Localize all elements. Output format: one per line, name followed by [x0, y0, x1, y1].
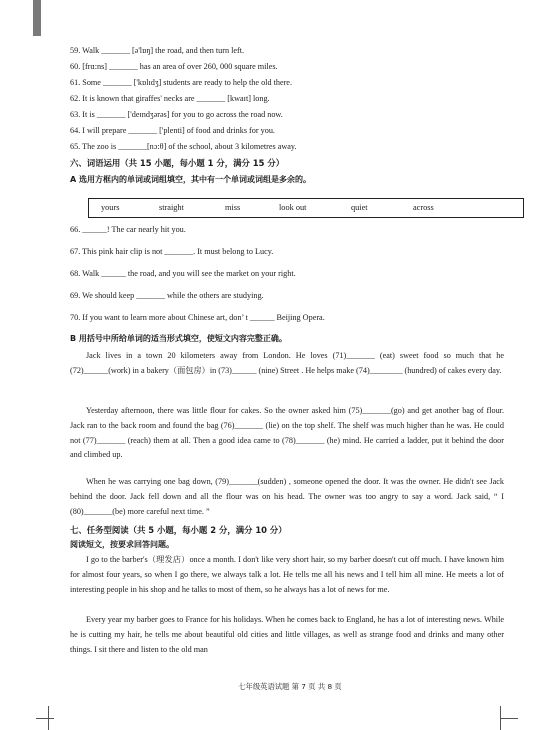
question-60: 60. [frɑ:ns] _______ has an area of over 260, 000 square miles.: [70, 62, 278, 71]
crop-mark-right-v: [500, 706, 501, 730]
question-69: 69. We should keep _______ while the others are studying.: [70, 291, 264, 300]
binding-strip: [33, 0, 41, 36]
crop-mark-right-h: [500, 718, 518, 719]
word-box-item: look out: [279, 203, 307, 212]
section-7-heading: 七、任务型阅读（共 5 小题，每小题 2 分，满分 10 分）: [70, 525, 287, 535]
question-59: 59. Walk _______ [ə'lɒŋ] the road, and then turn left.: [70, 46, 245, 55]
question-67: 67. This pink hair clip is not _______. It must belong to Lucy.: [70, 247, 274, 256]
question-63: 63. It is _______ ['deɪndʒərəs] for you to go across the road now.: [70, 110, 283, 119]
part-b-paragraph-3: [70, 475, 504, 519]
paragraph-text: Yesterday afternoon, there was little flour for cakes. So the owner asked him (75)_______(go) and get another bag of flour. Jack ran to the back room and found the bag (76)_______ (lie) on the top shelf. The shelf was much higher than he was. He could not (77)_______ (reach) them at all. Then a good idea came to (78)_______ (he) mind. He carried a ladder, put it behind the door and climbed up.: [70, 406, 504, 460]
question-65: 65. The zoo is _______[nɔ:θ] of the school, about 3 kilometres away.: [70, 142, 297, 151]
question-61: 61. Some _______ ['kɒlɪdʒ] students are ready to help the old there.: [70, 78, 292, 87]
part-b-paragraph-1: [70, 349, 504, 379]
question-70: 70. If you want to learn more about Chinese art, don’ t ______ Beijing Opera.: [70, 313, 325, 322]
question-64: 64. I will prepare _______ ['plenti] of food and drinks for you.: [70, 126, 275, 135]
paragraph-text: When he was carrying one bag down, (79)_______(sudden) , someone opened the door. It was the owner. He didn't see Jack behind the door. Jack fell down and all the flour was on his head. The owner was too angry to say a word. Jack said, “ I (80)_______(be) more careful next time. ”: [70, 477, 504, 516]
paragraph-text: Every year my barber goes to France for his holidays. When he comes back to England, he has a lot of interesting news. While he is cutting my hair, he tells me about beautiful old cities and little villages, as well as strange food and drinks and many other things. I sit there and listen to the old man: [70, 615, 504, 654]
word-box-item: miss: [225, 203, 241, 212]
word-box-item: across: [413, 203, 434, 212]
word-box-item: quiet: [351, 203, 368, 212]
reading-paragraph-2: [70, 613, 504, 657]
question-62: 62. It is known that giraffes' necks are _______ [kwaɪt] long.: [70, 94, 270, 103]
paragraph-text: Jack lives in a town 20 kilometers away from London. He loves (71)_______ (eat) sweet food so much that he (72)______(work) in a bakery（面包房）in (73)______ (nine) Street . He helps make (74)________ (hundred) of cakes every day.: [70, 351, 504, 375]
word-box-item: yours: [101, 203, 120, 212]
crop-mark-left-v: [48, 706, 49, 730]
question-66: 66. ______! The car nearly hit you.: [70, 225, 186, 234]
part-b-paragraph-2: [70, 404, 504, 463]
section-7-instruction: 阅读短文，按要求回答问题。: [70, 540, 174, 549]
question-68: 68. Walk ______ the road, and you will see the market on your right.: [70, 269, 296, 278]
part-a-instruction: A 选用方框内的单词或词组填空，其中有一个单词或词组是多余的。: [70, 175, 311, 184]
crop-mark-left-h: [36, 718, 54, 719]
part-b-instruction: B 用括号中所给单词的适当形式填空，使短文内容完整正确。: [70, 334, 287, 343]
word-box: [88, 198, 524, 218]
section-6-heading: 六、词语运用（共 15 小题，每小题 1 分，满分 15 分）: [70, 158, 285, 168]
reading-paragraph-1: [70, 553, 504, 597]
word-box-item: straight: [159, 203, 184, 212]
page-footer: 七年级英语试题 第 7 页 共 8 页: [238, 682, 342, 691]
paragraph-text: I go to the barber's（理发店）once a month. I don't like very short hair, so my barber doesn't cut off much. I have known him for almost four years, so when I go there, we always talk a lot. He tells me all his news and I tell him all mine. He meets a lot of interesting people in his shop and he talks to most of them, so he always has a lot of news for me.: [70, 555, 504, 594]
